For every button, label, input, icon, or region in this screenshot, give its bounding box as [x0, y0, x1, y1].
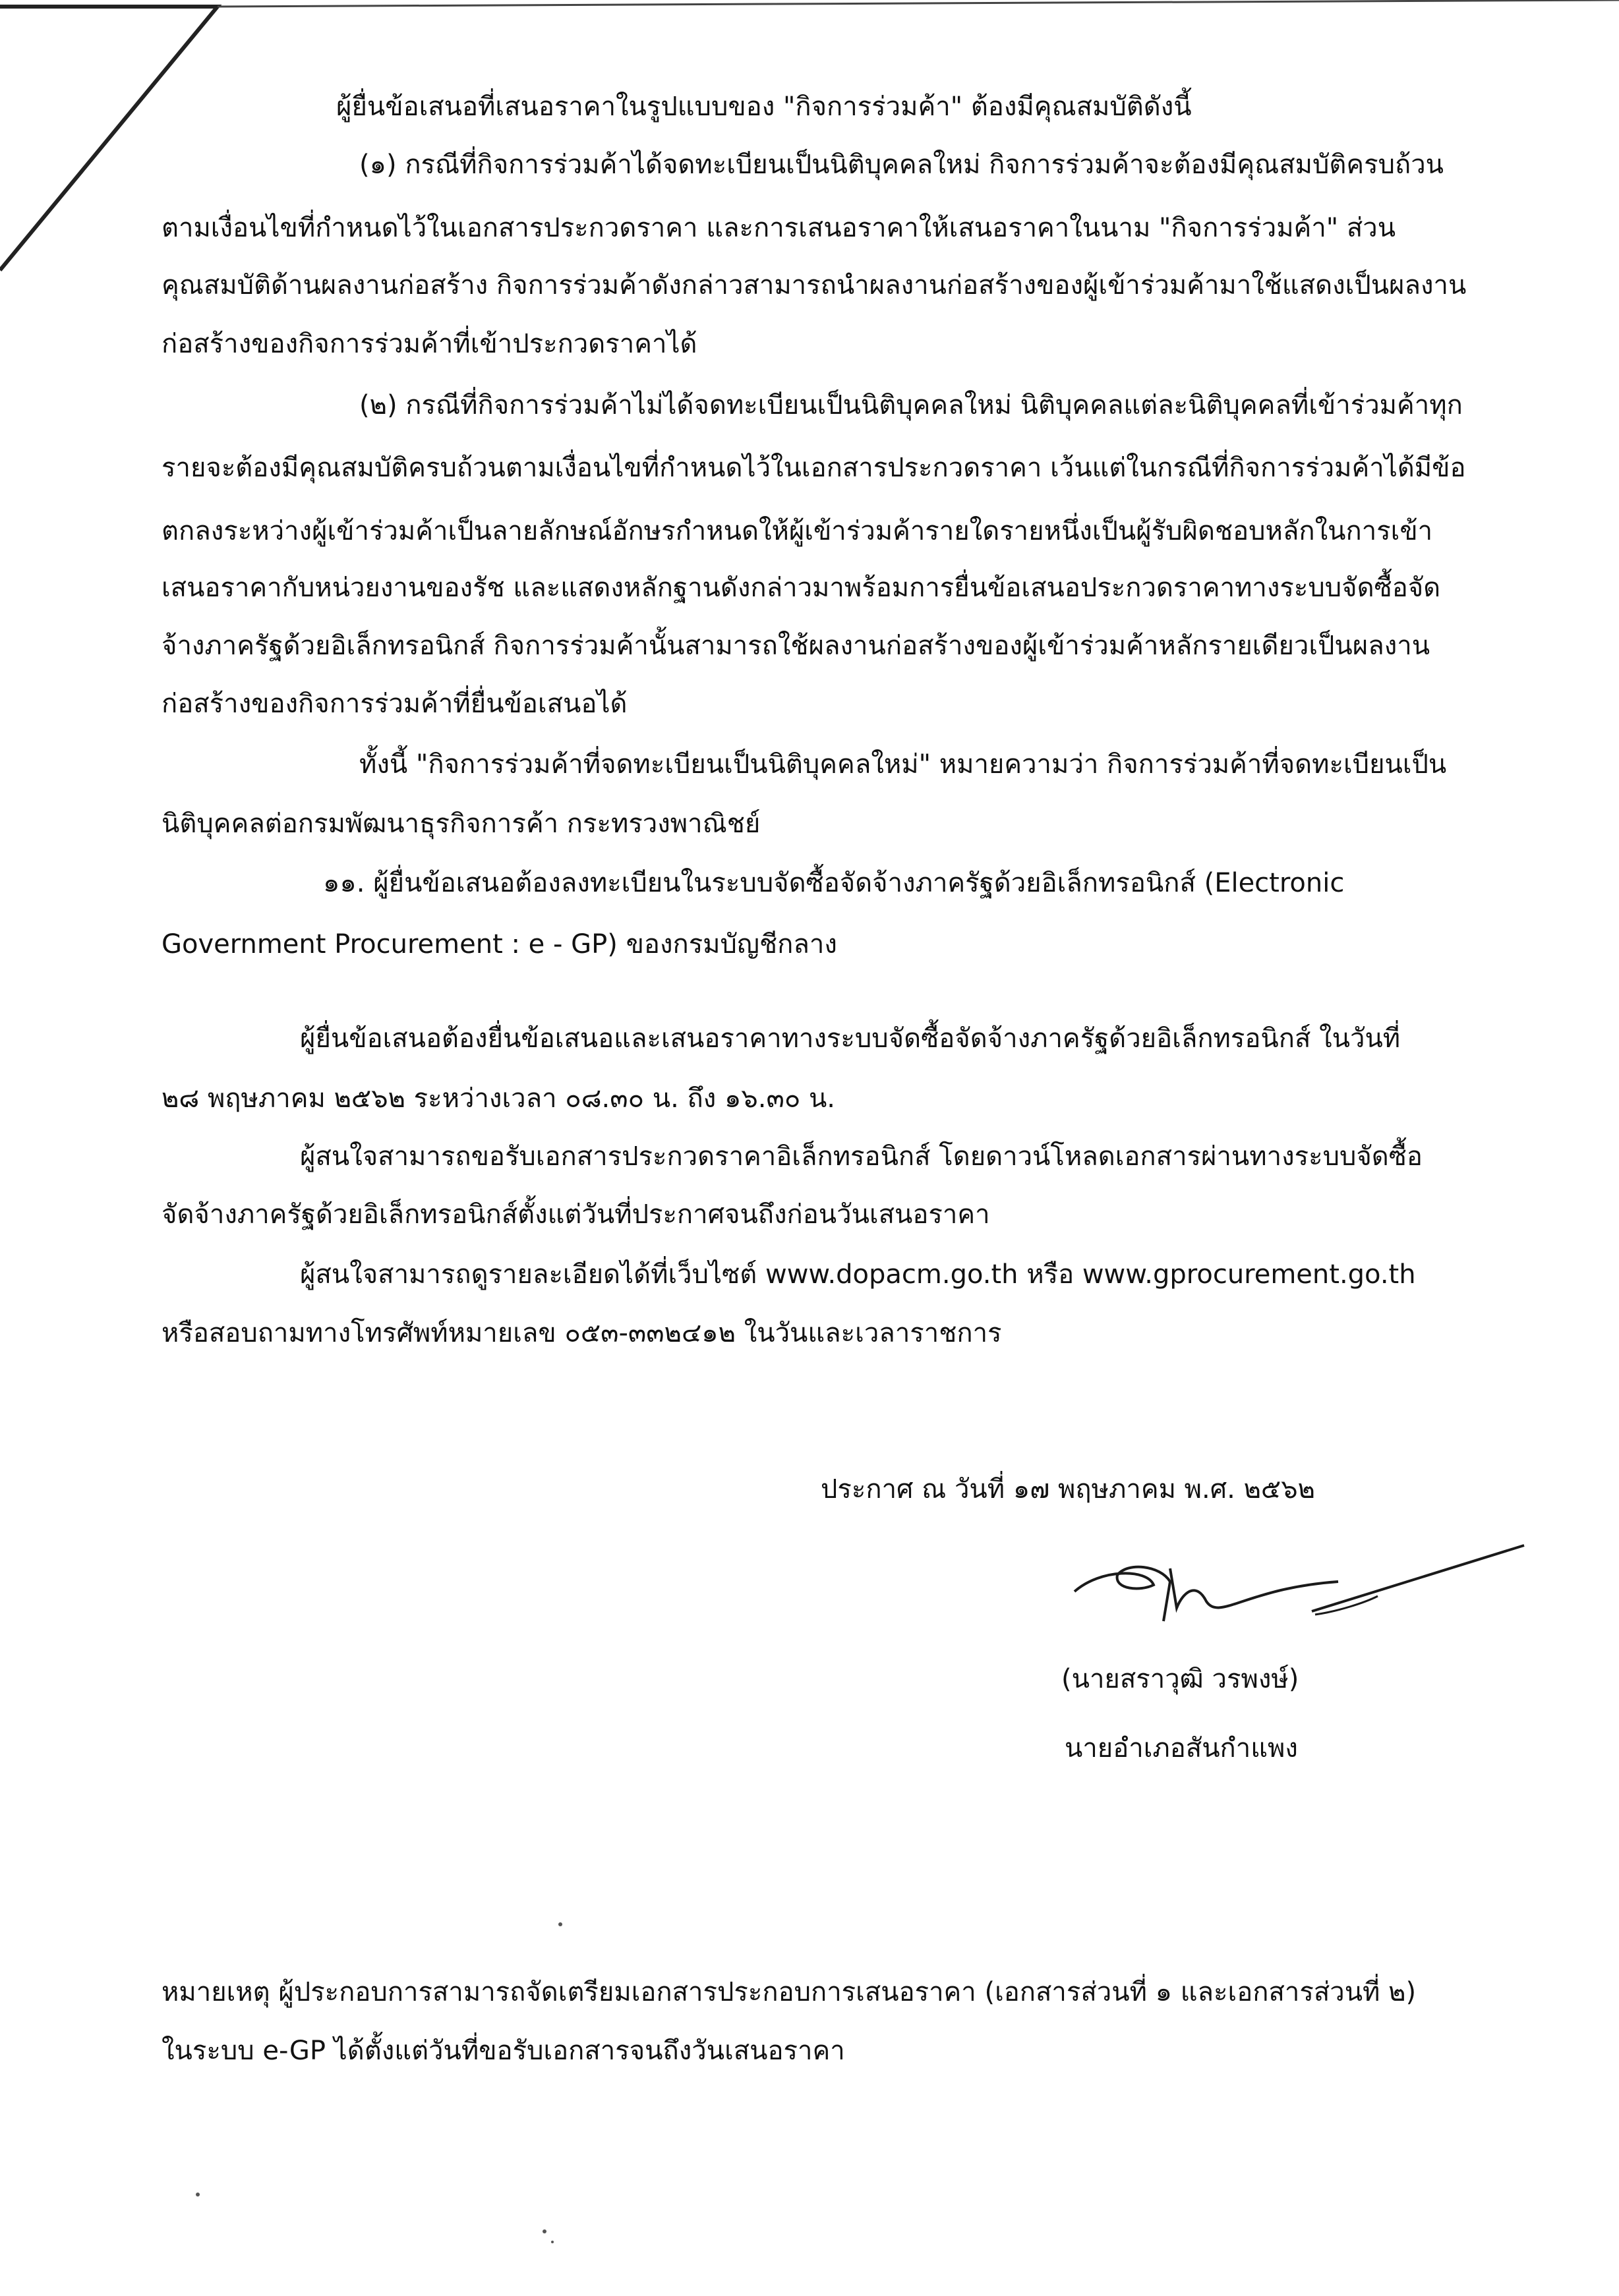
submission-line: ๒๘ พฤษภาคม ๒๕๖๒ ระหว่างเวลา ๐๘.๓๐ น. ถึง ๑๖.๓๐ น.	[162, 1083, 836, 1114]
item11-line: Government Procurement : e - GP) ของกรมบัญชีกลาง	[162, 929, 837, 960]
contact-line: หรือสอบถามทางโทรศัพท์หมายเลข ๐๕๓-๓๓๒๔๑๒ ในวันและเวลาราชการ	[162, 1318, 1002, 1348]
item1-line: ตามเงื่อนไขที่กำหนดไว้ในเอกสารประกวดราคา และการเสนอราคาให้เสนอราคาในนาม "กิจการร่วมค้า" ส่วน	[162, 213, 1396, 243]
scan-top-edge	[218, 0, 1619, 7]
item2-line: รายจะต้องมีคุณสมบัติครบถ้วนตามเงื่อนไขที่กำหนดไว้ในเอกสารประกวดราคา เว้นแต่ในกรณีที่กิจการร่วมค้าได้มีข้อ	[162, 453, 1466, 483]
definition-line: ทั้งนี้ "กิจการร่วมค้าที่จดทะเบียนเป็นนิติบุคคลใหม่" หมายความว่า กิจการร่วมค้าที่จดทะเบียนเป็น	[359, 749, 1447, 780]
signer-title: นายอำเภอสันกำแพง	[1065, 1733, 1298, 1764]
remark-line: ในระบบ e-GP ได้ตั้งแต่วันที่ขอรับเอกสารจนถึงวันเสนอราคา	[162, 2036, 845, 2066]
item2-line: จ้างภาครัฐด้วยอิเล็กทรอนิกส์ กิจการร่วมค้านั้นสามารถใช้ผลงานก่อสร้างของผู้เข้าร่วมค้าหลักรายเดียวเป็นผลงาน	[162, 631, 1430, 661]
item11-line: ๑๑. ผู้ยื่นข้อเสนอต้องลงทะเบียนในระบบจัดซื้อจัดจ้างภาครัฐด้วยอิเล็กทรอนิกส์ (Electronic	[323, 868, 1345, 898]
signature	[1055, 1529, 1536, 1641]
scan-speck	[551, 2241, 554, 2243]
intro-line: ผู้ยื่นข้อเสนอที่เสนอราคาในรูปแบบของ "กิจการร่วมค้า" ต้องมีคุณสมบัติดังนี้	[336, 92, 1192, 122]
remark-line: หมายเหตุ ผู้ประกอบการสามารถจัดเตรียมเอกสารประกอบการเสนอราคา (เอกสารส่วนที่ ๑ และเอกสารส่วนที่ ๒)	[162, 1977, 1417, 2007]
definition-line: นิติบุคคลต่อกรมพัฒนาธุรกิจการค้า กระทรวงพาณิชย์	[162, 809, 761, 839]
item2-line: ก่อสร้างของกิจการร่วมค้าที่ยื่นข้อเสนอได้	[162, 689, 628, 719]
signer-name: (นายสราวุฒิ วรพงษ์)	[1061, 1664, 1299, 1694]
item1-line: ก่อสร้างของกิจการร่วมค้าที่เข้าประกวดราคาได้	[162, 329, 697, 359]
item2-line: (๒) กรณีที่กิจการร่วมค้าไม่ได้จดทะเบียนเป็นนิติบุคคลใหม่ นิติบุคคลแต่ละนิติบุคคลที่เข้าร่วมค้าทุก	[359, 390, 1463, 420]
contact-line: ผู้สนใจสามารถดูรายละเอียดได้ที่เว็บไซต์ www.dopacm.go.th หรือ www.gprocurement.go.th	[300, 1259, 1416, 1290]
download-line: ผู้สนใจสามารถขอรับเอกสารประกวดราคาอิเล็กทรอนิกส์ โดยดาวน์โหลดเอกสารผ่านทางระบบจัดซื้อ	[300, 1141, 1423, 1172]
scan-speck	[196, 2193, 200, 2196]
item1-line: คุณสมบัติด้านผลงานก่อสร้าง กิจการร่วมค้าดังกล่าวสามารถนำผลงานก่อสร้างของผู้เข้าร่วมค้ามาใช้แสดงเป็นผลงาน	[162, 270, 1467, 301]
item2-line: ตกลงระหว่างผู้เข้าร่วมค้าเป็นลายลักษณ์อักษรกำหนดให้ผู้เข้าร่วมค้ารายใดรายหนึ่งเป็นผู้รับผิดชอบหลักในการเข้า	[162, 516, 1433, 546]
submission-line: ผู้ยื่นข้อเสนอต้องยื่นข้อเสนอและเสนอราคาทางระบบจัดซื้อจัดจ้างภาครัฐด้วยอิเล็กทรอนิกส์ ในวันที่	[300, 1023, 1401, 1054]
scan-speck	[558, 1922, 562, 1926]
announcement-date: ประกาศ ณ วันที่ ๑๗ พฤษภาคม พ.ศ. ๒๕๖๒	[821, 1474, 1315, 1505]
scan-speck	[543, 2229, 546, 2233]
item2-line: เสนอราคากับหน่วยงานของรัช และแสดงหลักฐานดังกล่าวมาพร้อมการยื่นข้อเสนอประกวดราคาทางระบบจัดซื้อจัด	[162, 573, 1441, 603]
item1-line: (๑) กรณีที่กิจการร่วมค้าได้จดทะเบียนเป็นนิติบุคคลใหม่ กิจการร่วมค้าจะต้องมีคุณสมบัติครบถ้วน	[359, 150, 1444, 180]
download-line: จัดจ้างภาครัฐด้วยอิเล็กทรอนิกส์ตั้งแต่วันที่ประกาศจนถึงก่อนวันเสนอราคา	[162, 1199, 990, 1230]
